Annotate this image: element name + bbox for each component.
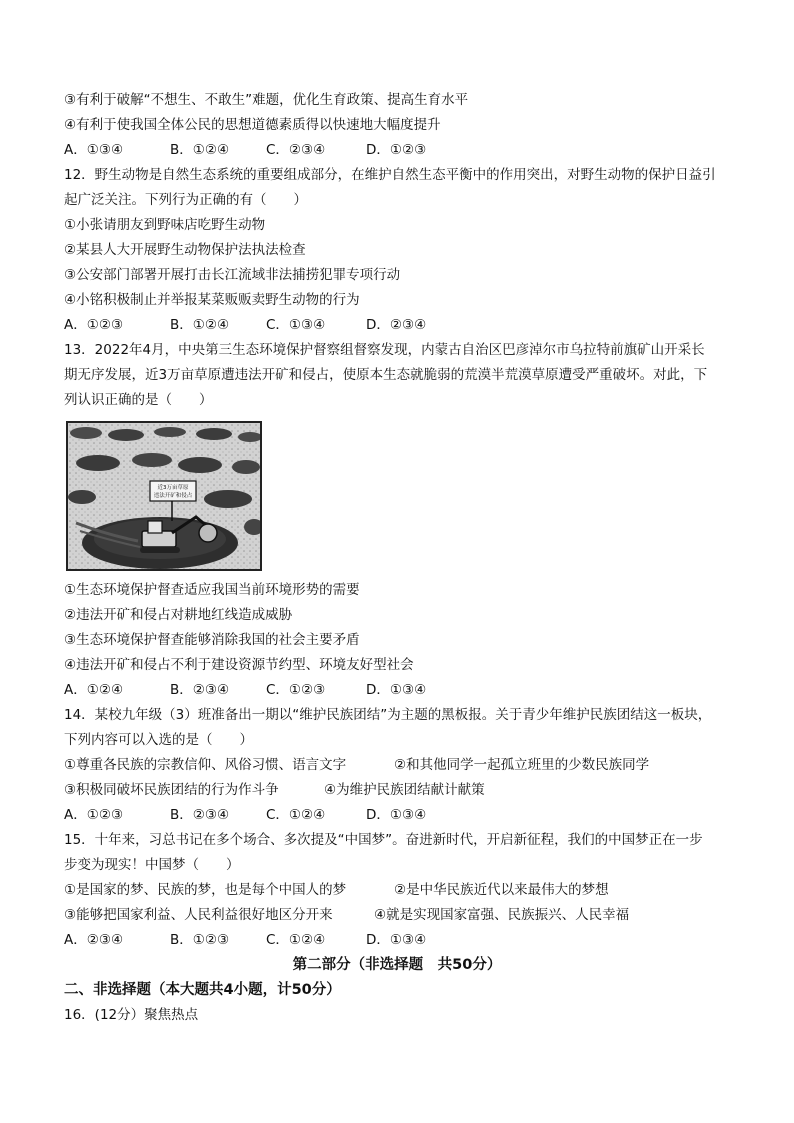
q14-option-3: ③积极同破坏民族团结的行为作斗争 — [64, 782, 279, 798]
q15-stem-line2: 步变为现实！中国梦（ ） — [64, 857, 240, 873]
q13-option-1: ①生态环境保护督查适应我国当前环境形势的需要 — [64, 582, 360, 598]
choice-a: A．②③④ — [64, 932, 124, 948]
cartoon-drawing — [68, 423, 260, 569]
q13-option-2: ②违法开矿和侵占对耕地红线造成威胁 — [64, 607, 293, 623]
q15-options-row2 — [64, 905, 629, 925]
section-heading: 二、非选择题（本大题共4小题，计50分） — [64, 982, 341, 998]
q14-option-1: ①尊重各民族的宗教信仰、风俗习惯、语言文字 — [64, 757, 347, 773]
choice-d: D．①③④ — [366, 807, 427, 823]
q11-option-3: ③有利于破解“不想生、不敢生”难题，优化生育政策、提高生育水平 — [64, 92, 469, 108]
sign-text-line1: 近3万亩草原 — [157, 485, 189, 491]
q15-option-1: ①是国家的梦、民族的梦，也是每个中国人的梦 — [64, 882, 347, 898]
q14-choices — [64, 805, 426, 825]
q12-choices — [64, 315, 426, 335]
q14-option-4: ④为维护民族团结献计献策 — [324, 782, 485, 798]
q15-option-3: ③能够把国家利益、人民利益很好地区分开来 — [64, 907, 333, 923]
q13-option-4: ④违法开矿和侵占不利于建设资源节约型、环境友好型社会 — [64, 657, 414, 673]
choice-a: A．①②④ — [64, 682, 124, 698]
q14-stem-line1: 14．某校九年级（3）班准备出一期以“维护民族团结”为主题的黑板报。关于青少年维护民族团结这一板块， — [64, 707, 712, 723]
q12-option-1: ①小张请朋友到野味店吃野生动物 — [64, 217, 266, 233]
q13-choices — [64, 680, 426, 700]
choice-a: A．①②③ — [64, 317, 124, 333]
choice-c: C．①③④ — [266, 317, 326, 333]
choice-d: D．①②③ — [366, 142, 427, 158]
q13-stem-line2: 期无序发展，近3万亩草原遭违法开矿和侵占，使原本生态就脆弱的荒漠半荒漠草原遭受严重破坏。对此，下 — [64, 367, 708, 383]
q12-option-3: ③公安部门部署开展打击长江流域非法捕捞犯罪专项行动 — [64, 267, 401, 283]
cartoon-illustration — [66, 421, 262, 571]
q15-stem-line1: 15．十年来，习总书记在多个场合、多次提及“中国梦”。奋进新时代，开启新征程，我们的中国梦正在一步 — [64, 832, 703, 848]
choice-a: A．①②③ — [64, 807, 124, 823]
choice-d: D．①③④ — [366, 682, 427, 698]
choice-a: A．①③④ — [64, 142, 124, 158]
sign-text-line2: 违法开矿和侵占 — [153, 493, 193, 499]
q14-option-2: ②和其他同学一起孤立班里的少数民族同学 — [394, 757, 650, 773]
choice-b: B．②③④ — [170, 682, 230, 698]
q13-stem-line1: 13．2022年4月，中央第三生态环境保护督察组督察发现，内蒙古自治区巴彦淖尔市乌拉特前旗矿山开采长 — [64, 342, 705, 358]
q15-option-2: ②是中华民族近代以来最伟大的梦想 — [394, 882, 609, 898]
q14-stem-line2: 下列内容可以入选的是（ ） — [64, 732, 253, 748]
choice-d: D．①③④ — [366, 932, 427, 948]
q11-option-4: ④有利于使我国全体公民的思想道德素质得以快速地大幅度提升 — [64, 117, 441, 133]
q13-option-3: ③生态环境保护督查能够消除我国的社会主要矛盾 — [64, 632, 360, 648]
choice-c: C．①②④ — [266, 932, 326, 948]
q12-stem-line2: 起广泛关注。下列行为正确的有（ ） — [64, 192, 307, 208]
choice-c: C．①②③ — [266, 682, 326, 698]
q12-option-4: ④小铭积极制止并举报某菜贩贩卖野生动物的行为 — [64, 292, 360, 308]
q16-heading: 16．(12分）聚焦热点 — [64, 1007, 199, 1023]
q13-stem-line3: 列认识正确的是（ ） — [64, 392, 213, 408]
choice-c: C．②③④ — [266, 142, 326, 158]
choice-b: B．②③④ — [170, 807, 230, 823]
q14-options-row2 — [64, 780, 485, 800]
q12-stem-line1: 12．野生动物是自然生态系统的重要组成部分，在维护自然生态平衡中的作用突出，对野生动物的保护日益引 — [64, 167, 716, 183]
choice-b: B．①②④ — [170, 317, 230, 333]
q12-option-2: ②某县人大开展野生动物保护法执法检查 — [64, 242, 306, 258]
q15-options-row1 — [64, 880, 609, 900]
part-two-title: 第二部分（非选择题 共50分） — [292, 957, 502, 973]
choice-c: C．①②④ — [266, 807, 326, 823]
q15-choices — [64, 930, 426, 950]
choice-b: B．①②④ — [170, 142, 230, 158]
q15-option-4: ④就是实现国家富强、民族振兴、人民幸福 — [374, 907, 630, 923]
choice-b: B．①②③ — [170, 932, 230, 948]
choice-d: D．②③④ — [366, 317, 427, 333]
q14-options-row1 — [64, 755, 649, 775]
q11-choices — [64, 140, 426, 160]
